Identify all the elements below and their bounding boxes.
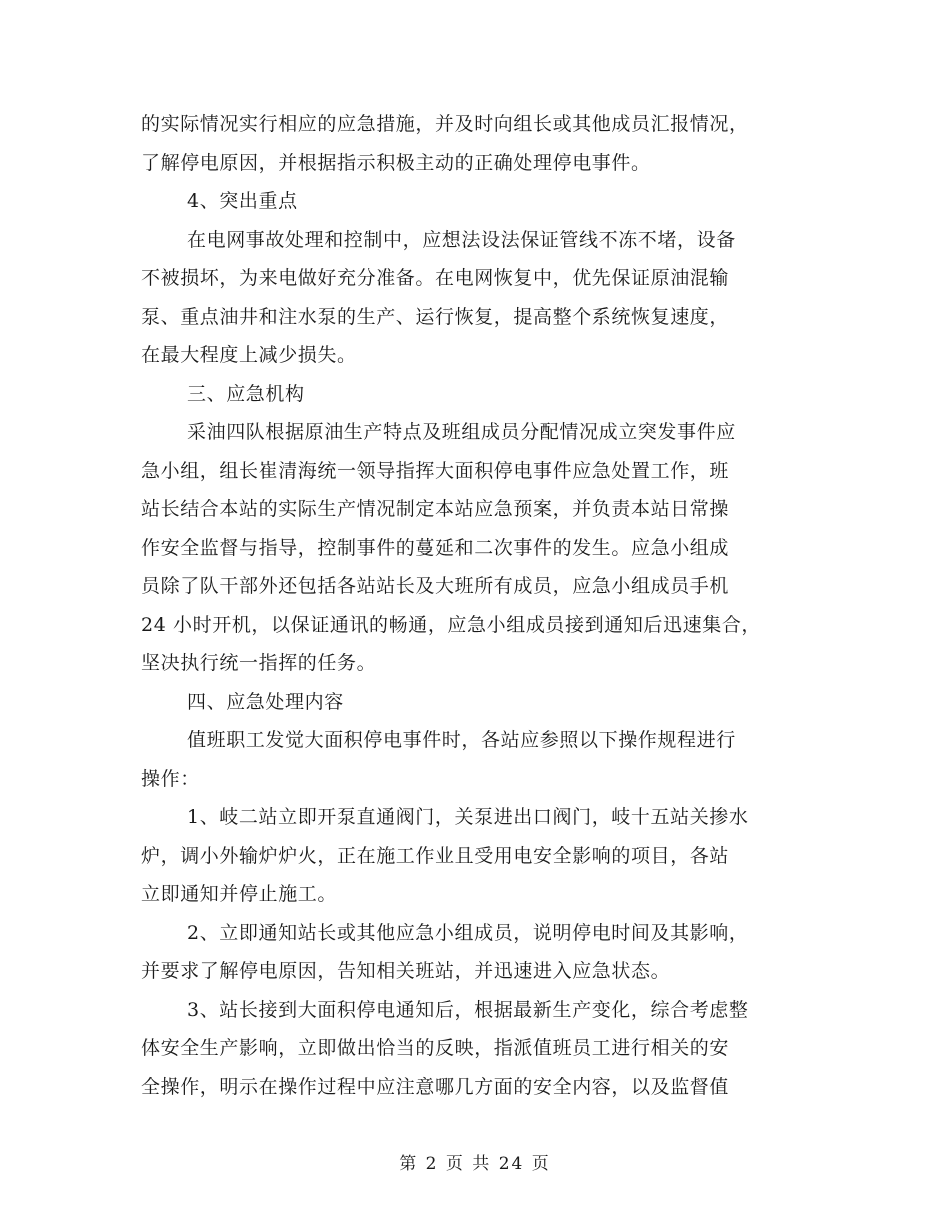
document-body [141, 105, 811, 1106]
text-line: 了解停电原因，并根据指示积极主动的正确处理停电事件。 [141, 151, 651, 174]
text-line: 坚决执行统一指挥的任务。 [141, 652, 377, 674]
paragraph-start: 采油四队根据原油生产特点及班组成员分配情况成立突发事件应 [187, 421, 736, 443]
text-line: 的实际情况实行相应的应急措施，并及时向组长或其他成员汇报情况， [141, 113, 749, 135]
text-line: 操作： [141, 767, 200, 790]
page-number-footer: 第 2 页 共 24 页 [399, 1154, 551, 1174]
text-line: 并要求了解停电原因，告知相关班站，并迅速进入应急状态。 [141, 960, 671, 982]
text-line: 立即通知并停止施工。 [141, 883, 338, 905]
text-line: 站长结合本站的实际生产情况制定本站应急预案，并负责本站日常操 [141, 498, 730, 520]
text-line: 在最大程度上减少损失。 [141, 344, 357, 366]
text-line: 炉，调小外输炉炉火，正在施工作业且受用电安全影响的项目，各站 [141, 844, 730, 867]
text-line: 体安全生产影响，立即做出恰当的反映，指派值班员工进行相关的安 [141, 1037, 730, 1059]
text-line: 全操作，明示在操作过程中应注意哪几方面的安全内容，以及监督值 [141, 1075, 730, 1098]
paragraph-start: 2、立即通知站长或其他应急小组成员，说明停电时间及其影响， [187, 921, 749, 944]
text-line: 急小组，组长崔清海统一领导指挥大面积停电事件应急处置工作，班 [141, 459, 730, 482]
section-heading: 四、应急处理内容 [187, 690, 344, 713]
paragraph-start: 在电网事故处理和控制中，应想法设法保证管线不冻不堵，设备 [187, 228, 736, 251]
text-line: 24 小时开机，以保证通讯的畅通，应急小组成员接到通知后迅速集合， [141, 613, 762, 636]
section-heading: 4、突出重点 [187, 190, 298, 212]
paragraph-start: 3、站长接到大面积停电通知后，根据最新生产变化，综合考虑整 [187, 998, 749, 1021]
section-heading: 三、应急机构 [187, 382, 305, 405]
paragraph-start: 值班职工发觉大面积停电事件时，各站应参照以下操作规程进行 [187, 729, 736, 751]
text-line: 不被损坏，为来电做好充分准备。在电网恢复中，优先保证原油混输 [141, 267, 730, 289]
text-line: 泵、重点油井和注水泵的生产、运行恢复，提高整个系统恢复速度， [141, 305, 730, 328]
paragraph-start: 1、岐二站立即开泵直通阀门，关泵进出口阀门，岐十五站关掺水 [187, 806, 749, 828]
text-line: 作安全监督与指导，控制事件的蔓延和二次事件的发生。应急小组成 [141, 536, 730, 559]
text-line: 员除了队干部外还包括各站站长及大班所有成员，应急小组成员手机 [141, 575, 730, 597]
